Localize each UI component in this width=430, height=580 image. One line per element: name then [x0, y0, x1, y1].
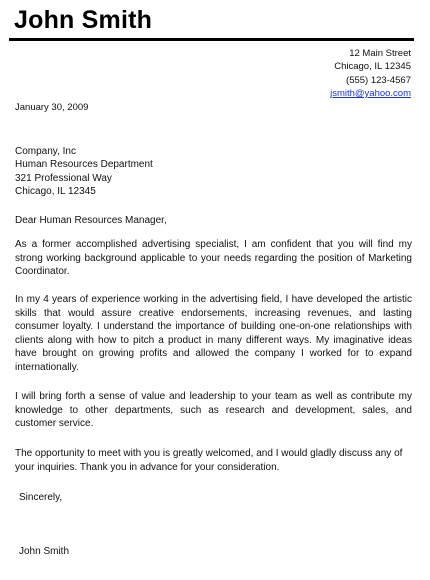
- letterhead-name: John Smith: [14, 6, 153, 34]
- letterhead-divider: [9, 38, 414, 41]
- recipient-city: Chicago, IL 12345: [15, 185, 96, 197]
- signature-name: John Smith: [19, 546, 70, 557]
- body-paragraph-2: In my 4 years of experience working in the advertising field, I have developed the artistic skills that would assure creative endorsements, increasing revenues, and lasting consumer loyalty. I understand the importance of building one-on-one relationships with clients along with how to pitch a product in many different ways. My imaginative ideas have brought on growing profits and allowed the company I worked for to expand internationally.: [15, 294, 412, 373]
- recipient-street: 321 Professional Way: [15, 172, 112, 184]
- recipient-department: Human Resources Department: [15, 159, 153, 171]
- sender-city: Chicago, IL 12345: [334, 61, 411, 73]
- closing: Sincerely,: [19, 492, 63, 503]
- letter-date: January 30, 2009: [15, 102, 89, 113]
- sender-email-link[interactable]: jsmith@yahoo.com: [330, 87, 411, 99]
- sender-phone: (555) 123-4567: [346, 74, 411, 86]
- sender-address-block: [330, 47, 411, 100]
- salutation: Dear Human Resources Manager,: [15, 215, 167, 226]
- body-paragraph-3: I will bring forth a sense of value and leadership to your team as well as contribute my knowledge to other departments, such as research and development, sales, and customer service.: [15, 391, 412, 430]
- sender-street: 12 Main Street: [349, 48, 411, 59]
- recipient-company: Company, Inc: [15, 146, 76, 157]
- body-paragraph-1: As a former accomplished advertising specialist, I am confident that you will find my strong working background applicable to your needs regarding the position of Marketing Coordinator.: [15, 239, 412, 278]
- body-paragraph-4: The opportunity to meet with you is greatly welcomed, and I would gladly discuss any of your inquiries. Thank you in advance for your consideration.: [15, 448, 403, 473]
- recipient-address-block: [15, 145, 153, 198]
